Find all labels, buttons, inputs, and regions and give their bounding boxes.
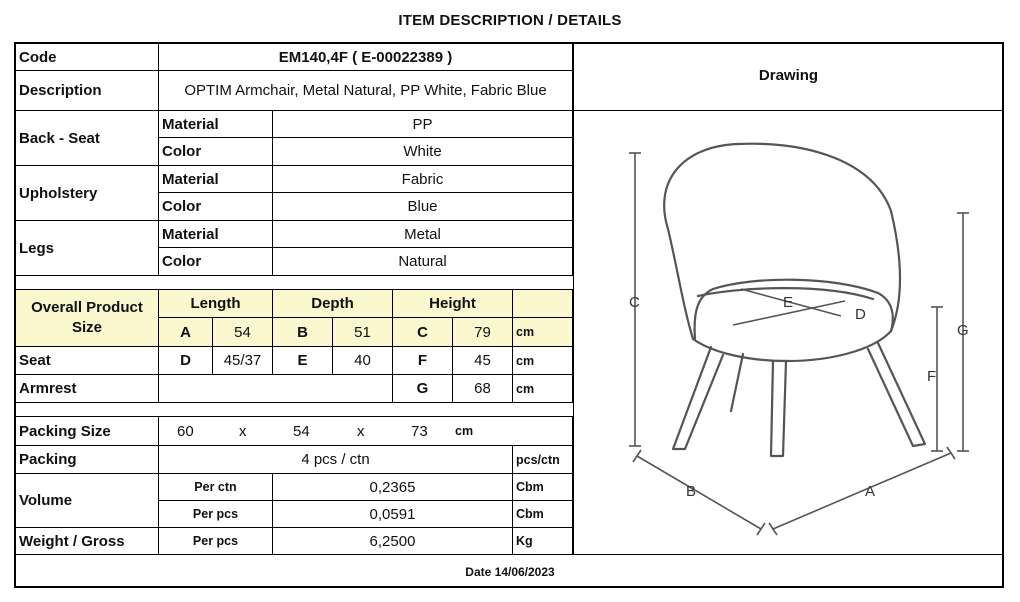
legs-color: Natural xyxy=(273,248,573,276)
weight-value: 6,2500 xyxy=(273,528,513,554)
dimension-a-line xyxy=(773,453,951,529)
page-title: ITEM DESCRIPTION / DETAILS xyxy=(398,12,622,29)
armrest-label: Armrest xyxy=(16,375,159,403)
leg-front-left xyxy=(673,347,723,449)
upholstery-material: Fabric xyxy=(273,166,573,193)
header-blank xyxy=(513,290,573,318)
legs-color-label: Color xyxy=(159,248,273,276)
upholstery-material-label: Material xyxy=(159,166,273,193)
volume-label: Volume xyxy=(16,474,159,528)
chair-sketch xyxy=(573,111,1004,554)
packing-unit: pcs/ctn xyxy=(513,446,573,474)
packing-value: 4 pcs / ctn xyxy=(159,446,513,474)
upholstery-color: Blue xyxy=(273,193,573,221)
spacer-row xyxy=(16,403,573,417)
code-label: Code xyxy=(16,44,159,71)
back-seat-color-label: Color xyxy=(159,138,273,166)
packing-x1: x xyxy=(239,422,247,440)
volume-per-pcs-label: Per pcs xyxy=(159,501,273,528)
overall-unit: cm xyxy=(513,318,573,347)
packing-size-unit: cm xyxy=(455,424,474,438)
volume-per-ctn: 0,2365 xyxy=(273,474,513,501)
g-value: 68 xyxy=(453,375,513,403)
seat-unit: cm xyxy=(513,347,573,375)
upholstery-label: Upholstery xyxy=(16,166,159,221)
date-footer: Date 14/06/2023 xyxy=(16,554,1004,588)
back-seat-material: PP xyxy=(273,111,573,138)
spacer-row xyxy=(16,276,573,290)
letter-b: B xyxy=(686,483,697,500)
letter-a: A xyxy=(865,483,876,500)
armrest-blank xyxy=(159,375,393,403)
volume-unit-pcs: Cbm xyxy=(513,501,573,528)
back-seat-label: Back - Seat xyxy=(16,111,159,166)
g-label: G xyxy=(393,375,453,403)
overall-size-label: Overall Product Size xyxy=(16,290,159,347)
code-value: EM140,4F ( E-00022389 ) xyxy=(159,44,573,71)
packing-height: 73 xyxy=(411,422,428,440)
packing-width: 54 xyxy=(293,422,310,440)
b-label: B xyxy=(273,318,333,347)
leg-back-left xyxy=(731,354,743,411)
length-header: Length xyxy=(159,290,273,318)
volume-per-pcs: 0,0591 xyxy=(273,501,513,528)
height-header: Height xyxy=(393,290,513,318)
legs-material-label: Material xyxy=(159,221,273,248)
packing-length: 60 xyxy=(177,422,194,440)
volume-per-ctn-label: Per ctn xyxy=(159,474,273,501)
volume-unit-ctn: Cbm xyxy=(513,474,573,501)
letter-e: E xyxy=(783,294,794,311)
legs-material: Metal xyxy=(273,221,573,248)
e-value: 40 xyxy=(333,347,393,375)
armrest-unit: cm xyxy=(513,375,573,403)
description-value: OPTIM Armchair, Metal Natural, PP White, Fabric Blue xyxy=(159,71,573,111)
f-label: F xyxy=(393,347,453,375)
seat-label: Seat xyxy=(16,347,159,375)
back-seat-color: White xyxy=(273,138,573,166)
packing-size-label: Packing Size xyxy=(16,417,159,446)
legs-label: Legs xyxy=(16,221,159,276)
chair-drawing xyxy=(573,111,1004,554)
dimension-b-line xyxy=(637,456,761,529)
upholstery-color-label: Color xyxy=(159,193,273,221)
back-seat-material-label: Material xyxy=(159,111,273,138)
b-value: 51 xyxy=(333,318,393,347)
f-value: 45 xyxy=(453,347,513,375)
letter-d: D xyxy=(855,306,866,323)
c-value: 79 xyxy=(453,318,513,347)
depth-header: Depth xyxy=(273,290,393,318)
description-label: Description xyxy=(16,71,159,111)
d-label: D xyxy=(159,347,213,375)
packing-size-values xyxy=(159,417,573,446)
packing-x2: x xyxy=(357,422,365,440)
a-label: A xyxy=(159,318,213,347)
drawing-title: Drawing xyxy=(573,44,1004,111)
d-value: 45/37 xyxy=(213,347,273,375)
leg-front-right xyxy=(771,361,786,456)
leg-back-right xyxy=(868,343,925,446)
weight-unit: Kg xyxy=(513,528,573,554)
e-label: E xyxy=(273,347,333,375)
weight-label: Weight / Gross xyxy=(16,528,159,554)
packing-label: Packing xyxy=(16,446,159,474)
a-value: 54 xyxy=(213,318,273,347)
spec-sheet xyxy=(14,42,1004,588)
letter-c: C xyxy=(629,294,640,311)
c-label: C xyxy=(393,318,453,347)
letter-g: G xyxy=(957,322,969,339)
letter-f: F xyxy=(927,368,937,385)
chair-shell xyxy=(664,144,900,361)
weight-per-pcs-label: Per pcs xyxy=(159,528,273,554)
